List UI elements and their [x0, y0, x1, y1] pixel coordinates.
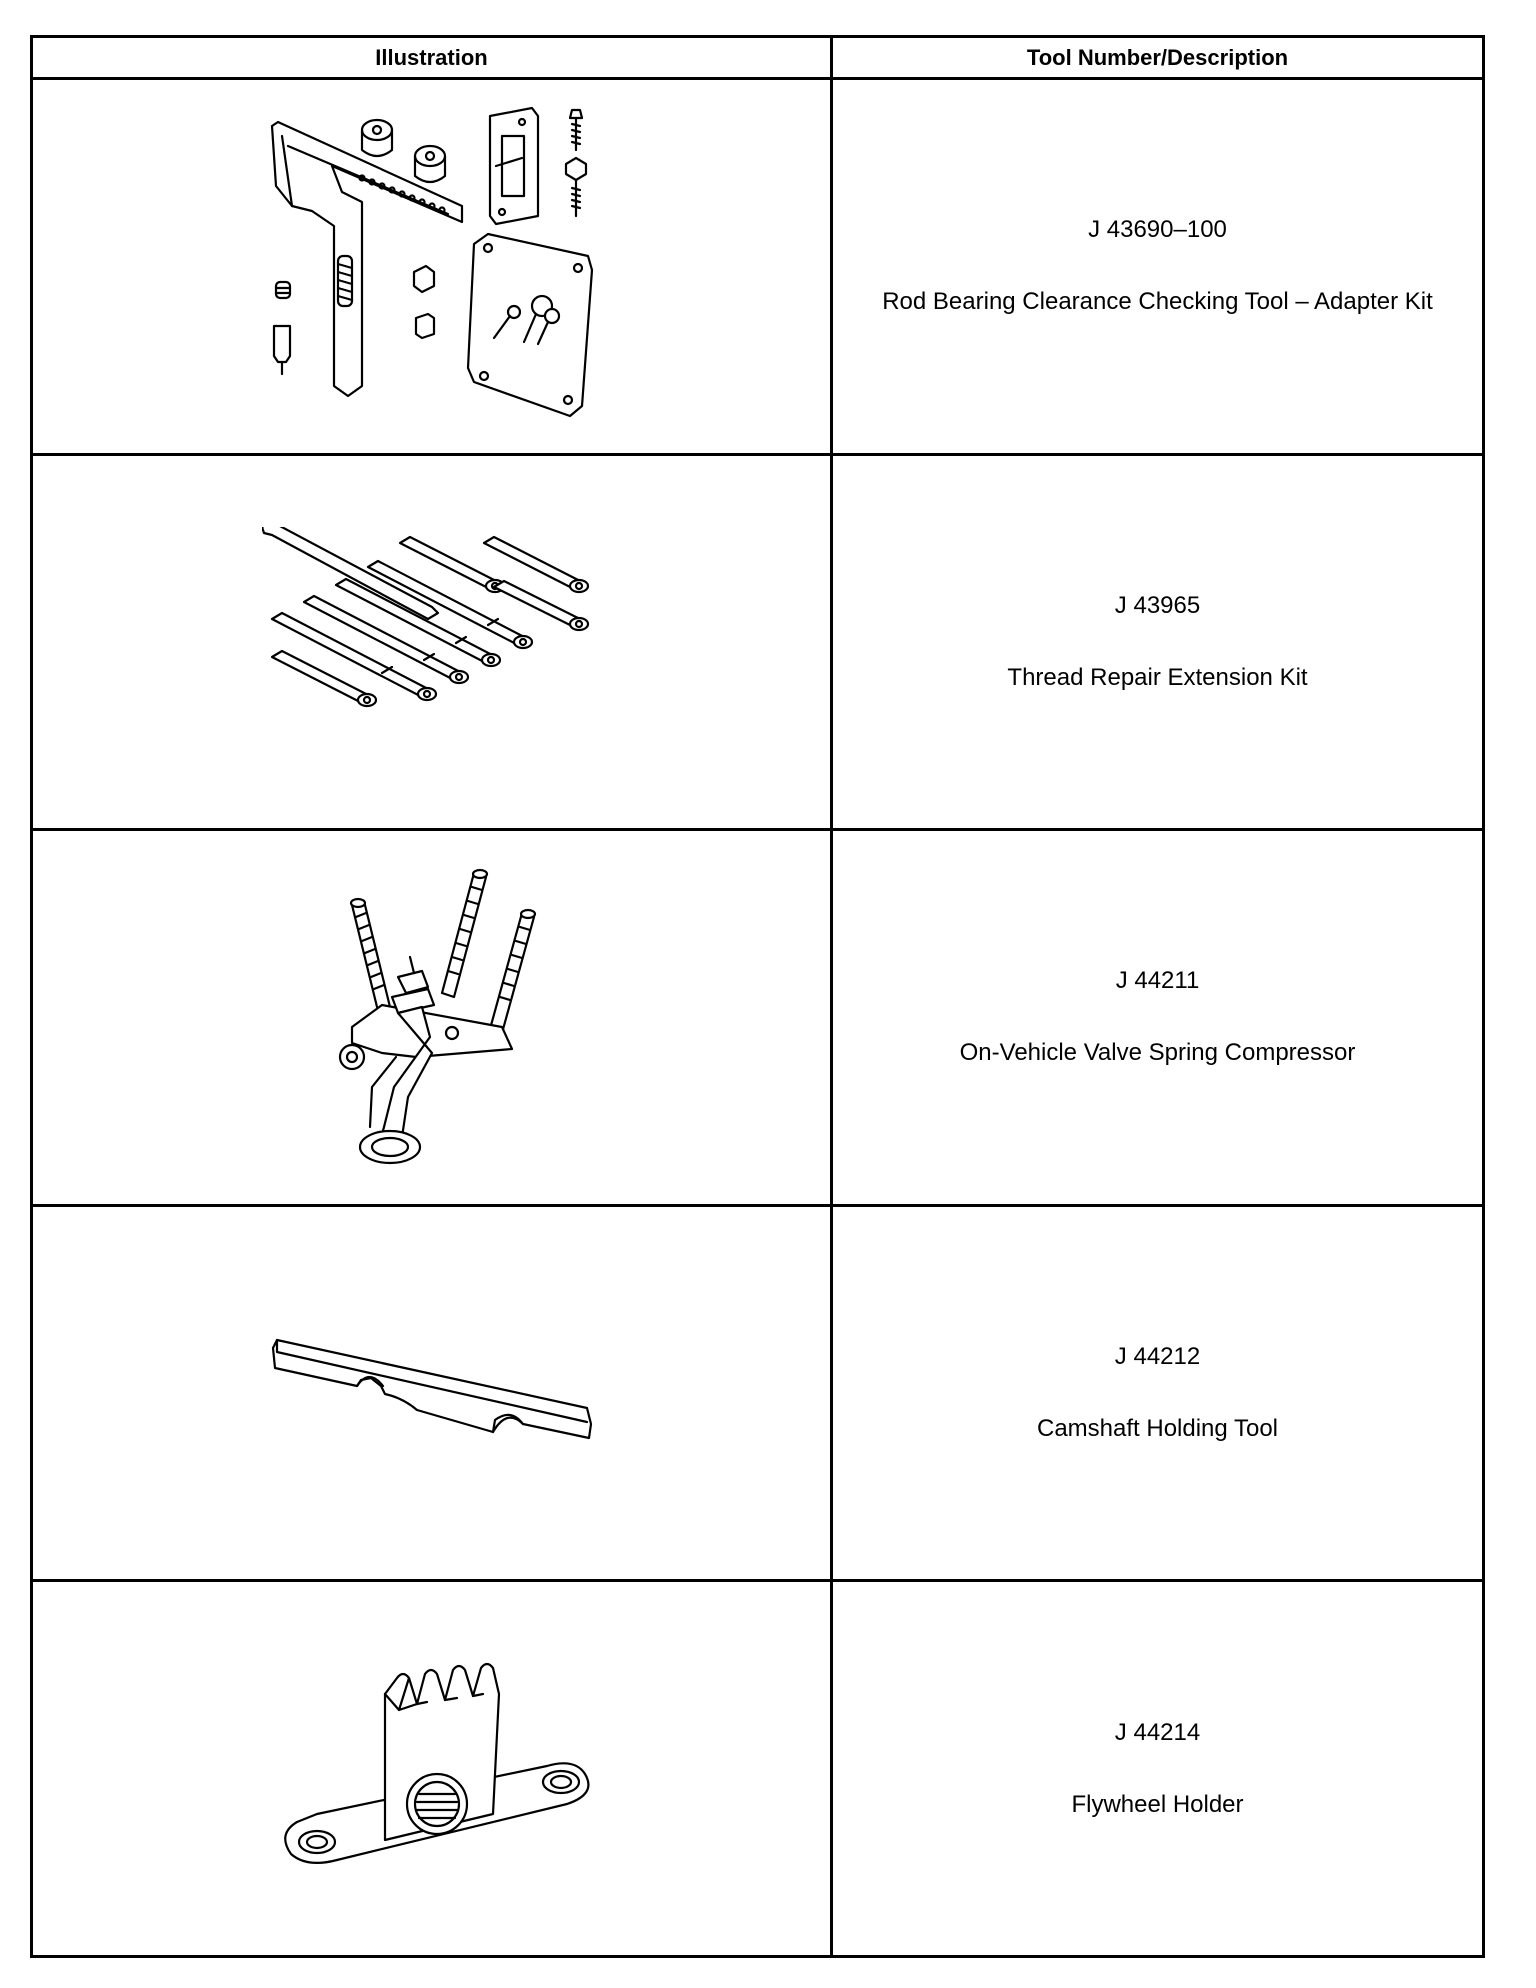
table-row [32, 79, 1484, 455]
camshaft-holding-bar-icon [267, 1328, 597, 1458]
table-row [32, 1581, 1484, 1957]
valve-spring-compressor-icon [312, 857, 552, 1177]
thread-repair-extensions-icon [262, 527, 602, 757]
tool-description-cell [832, 1205, 1484, 1581]
table-row [32, 830, 1484, 1206]
tool-number: J 44212 [1114, 1343, 1201, 1371]
tool-description: Camshaft Holding Tool [1036, 1415, 1279, 1443]
illustration-cell [32, 79, 832, 455]
tool-number: J 43690–100 [1088, 216, 1227, 244]
rod-bearing-adapter-kit-icon [252, 106, 612, 426]
tool-description: Rod Bearing Clearance Checking Tool – Adapter Kit [882, 288, 1433, 316]
tool-number: J 43965 [1114, 591, 1201, 619]
tool-description: Flywheel Holder [1071, 1790, 1244, 1818]
table-row [32, 454, 1484, 830]
illustration-cell [32, 454, 832, 830]
tool-number: J 44211 [1115, 967, 1200, 995]
tool-description-cell [832, 79, 1484, 455]
tool-table [30, 35, 1485, 1958]
illustration-cell [32, 1205, 832, 1581]
tool-description-cell [832, 830, 1484, 1206]
header-tool-number-description: Tool Number/Description [832, 37, 1484, 79]
tool-description-cell [832, 1581, 1484, 1957]
tool-description-cell [832, 454, 1484, 830]
illustration-cell [32, 830, 832, 1206]
flywheel-holder-icon [267, 1654, 597, 1884]
header-illustration: Illustration [32, 37, 832, 79]
header-row [32, 37, 1484, 79]
tool-description: On-Vehicle Valve Spring Compressor [959, 1039, 1356, 1067]
tool-number: J 44214 [1114, 1718, 1201, 1746]
illustration-cell [32, 1581, 832, 1957]
table-row [32, 1205, 1484, 1581]
tool-description: Thread Repair Extension Kit [1007, 663, 1308, 691]
